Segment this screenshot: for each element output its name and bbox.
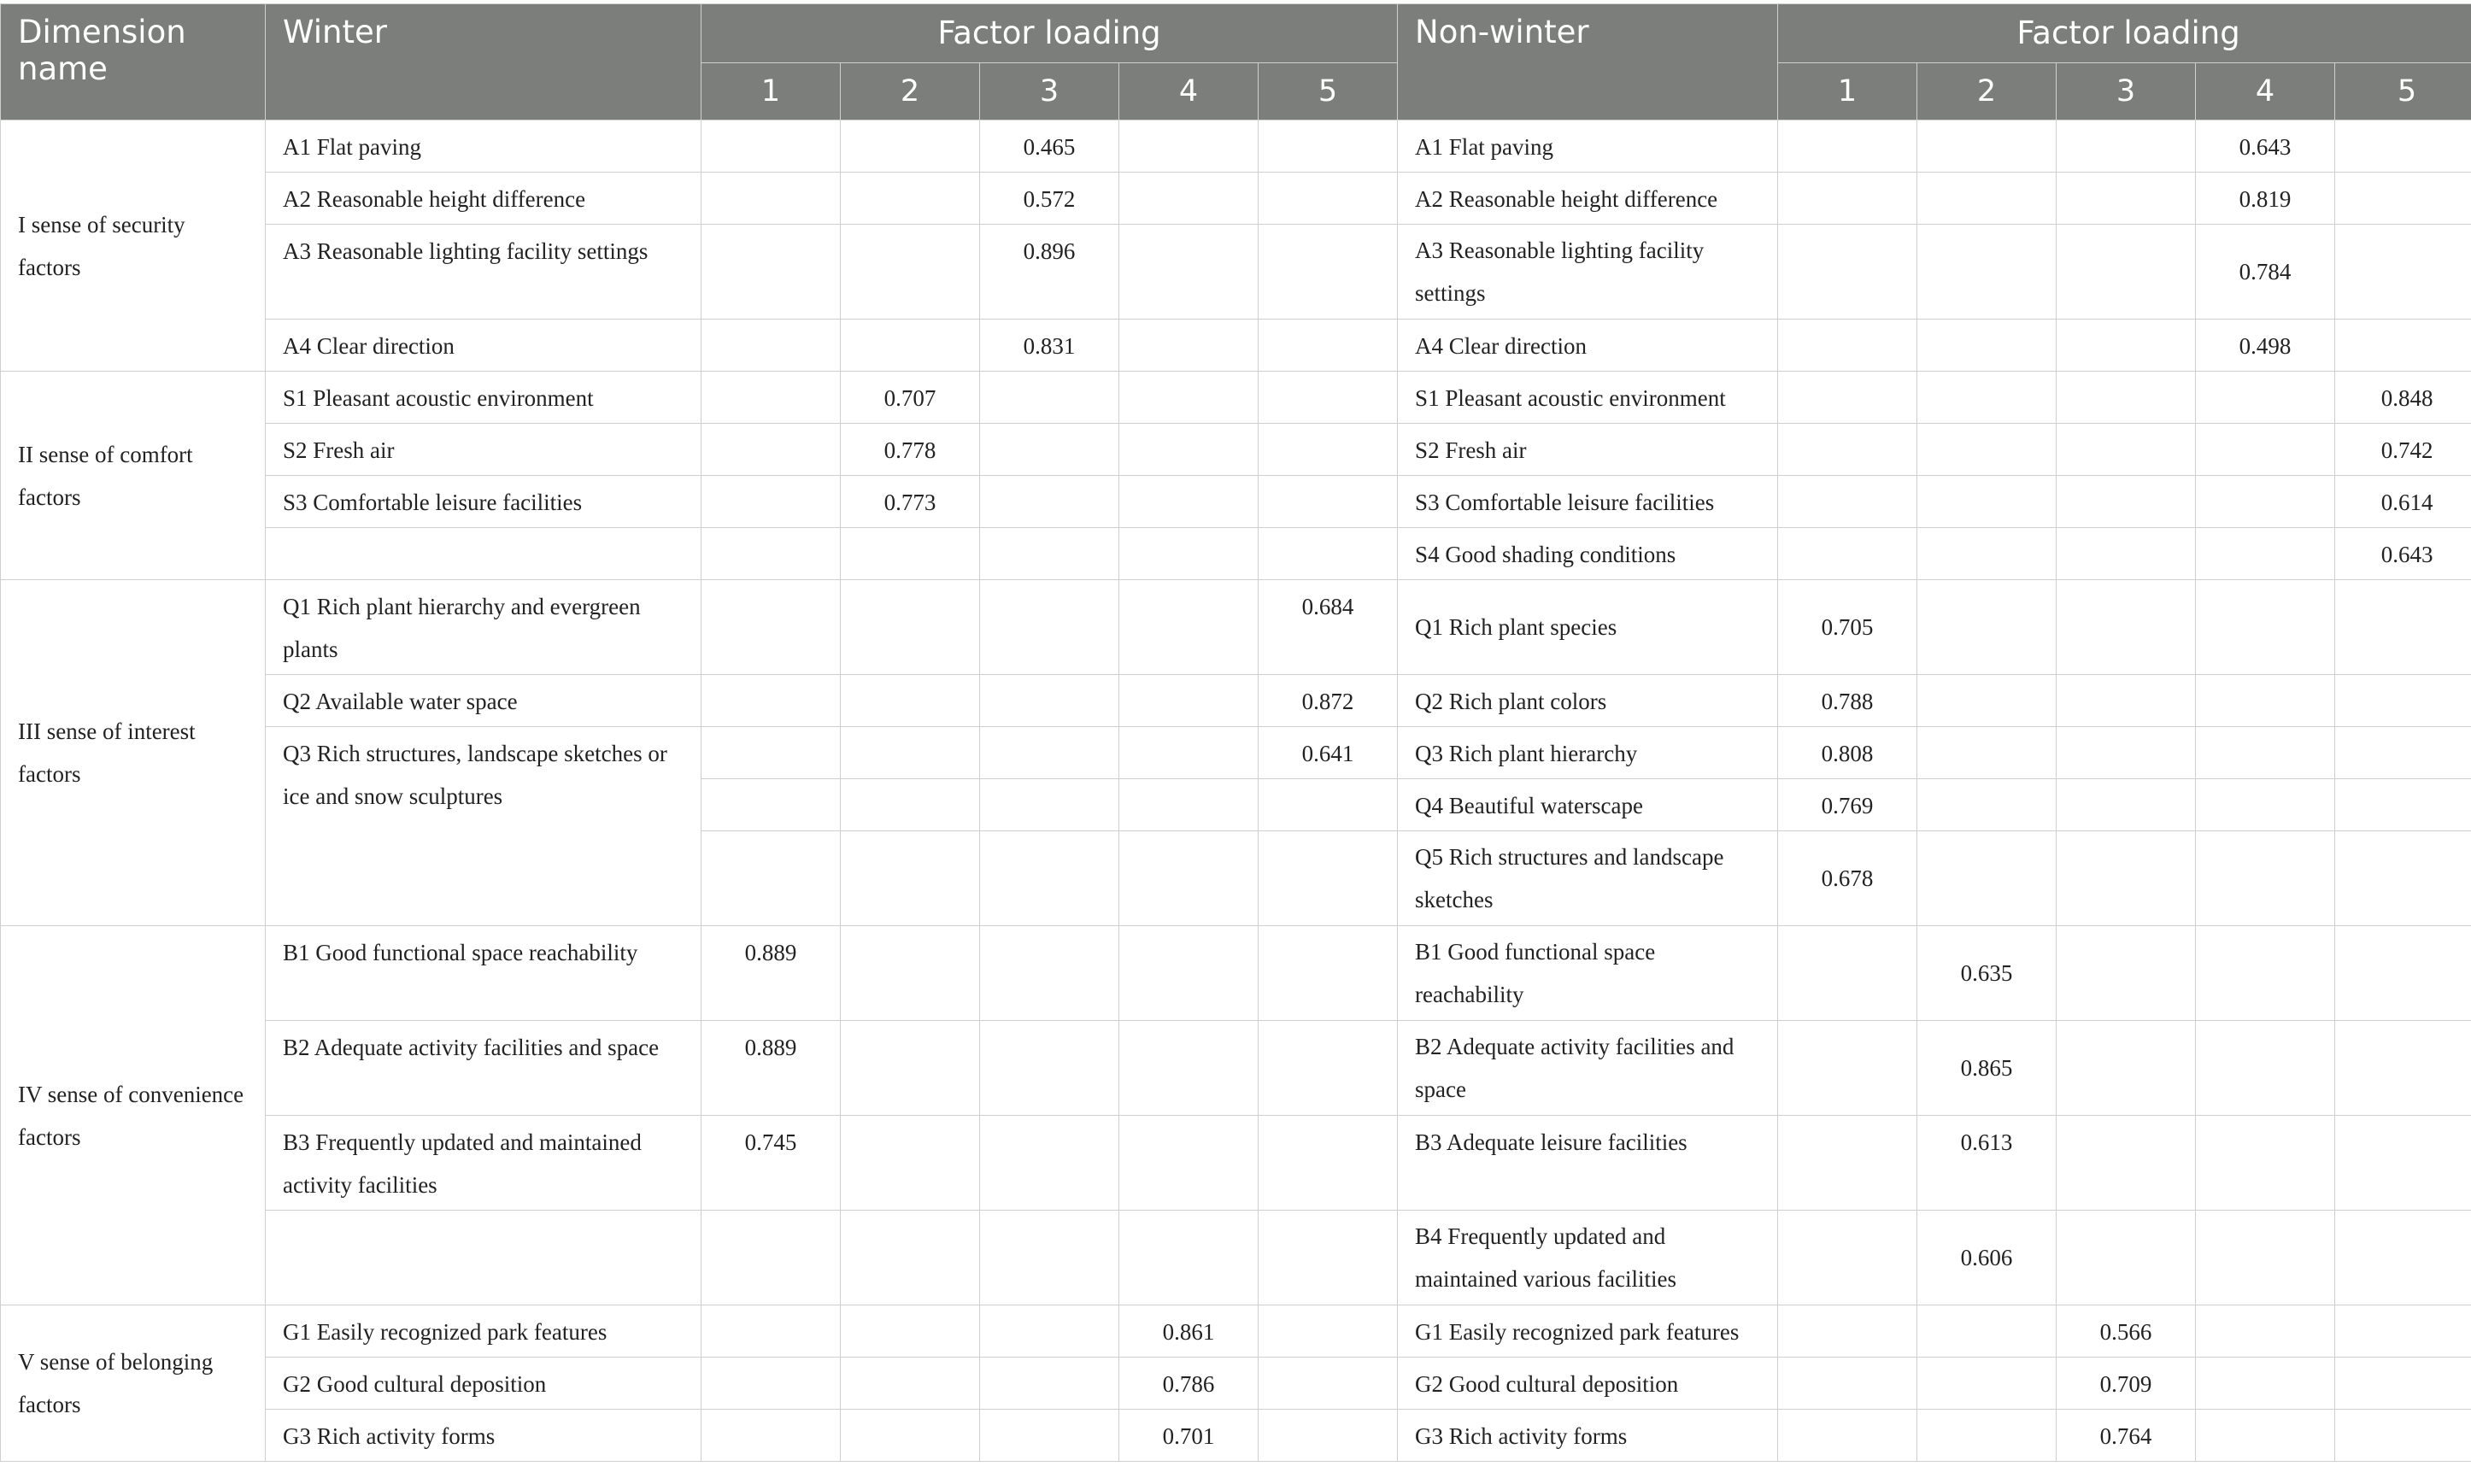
- non-winter-item-cell: S4 Good shading conditions: [1398, 528, 1778, 580]
- non-winter-loading-cell: 0.764: [2057, 1410, 2196, 1462]
- table-row: [1, 1358, 2471, 1410]
- dimension-name-cell: II sense of comfort factors: [1, 372, 266, 580]
- winter-loading-cell: [1259, 1211, 1398, 1305]
- table-row: [1, 476, 2471, 528]
- winter-item-cell: B2 Adequate activity facilities and space: [266, 1021, 701, 1116]
- winter-loading-cell: [1119, 727, 1259, 779]
- non-winter-loading-cell: [2057, 1116, 2196, 1211]
- non-winter-loading-cell: [2335, 1358, 2471, 1410]
- non-winter-loading-cell: 0.613: [1917, 1116, 2057, 1211]
- non-winter-loading-cell: [2057, 173, 2196, 225]
- winter-item-cell: [266, 528, 701, 580]
- winter-loading-cell: [841, 1358, 980, 1410]
- winter-item-cell: Q3 Rich structures, landscape sketches or ice and snow sculptures: [266, 727, 701, 926]
- table-row: [1, 1211, 2471, 1305]
- non-winter-factor-1-header: 1: [1778, 63, 1917, 120]
- winter-loading-cell: [980, 528, 1119, 580]
- winter-loading-cell: 0.896: [980, 225, 1119, 320]
- winter-loading-cell: [1259, 1021, 1398, 1116]
- non-winter-loading-cell: [2057, 1211, 2196, 1305]
- table-row: [1, 1410, 2471, 1462]
- non-winter-loading-cell: [2196, 1358, 2335, 1410]
- non-winter-loading-cell: [2196, 675, 2335, 727]
- non-winter-loading-cell: [2057, 675, 2196, 727]
- non-winter-loading-cell: 0.709: [2057, 1358, 2196, 1410]
- winter-loading-cell: [1259, 476, 1398, 528]
- non-winter-loading-cell: [2335, 1211, 2471, 1305]
- winter-loading-cell: [980, 580, 1119, 675]
- non-winter-loading-cell: [2335, 225, 2471, 320]
- non-winter-loading-cell: [2196, 1410, 2335, 1462]
- table-row: [1, 424, 2471, 476]
- winter-loading-cell: [1259, 173, 1398, 225]
- winter-loading-cell: [841, 1410, 980, 1462]
- non-winter-loading-cell: [1917, 580, 2057, 675]
- winter-loading-cell: [980, 926, 1119, 1021]
- non-winter-loading-cell: [2335, 173, 2471, 225]
- winter-loading-cell: [701, 225, 841, 320]
- winter-loading-cell: [841, 1211, 980, 1305]
- winter-loading-cell: [701, 528, 841, 580]
- winter-item-cell: Q2 Available water space: [266, 675, 701, 727]
- non-winter-loading-cell: [2196, 580, 2335, 675]
- winter-item-cell: Q1 Rich plant hierarchy and evergreen plants: [266, 580, 701, 675]
- non-winter-loading-cell: [1778, 320, 1917, 372]
- non-winter-loading-cell: [2196, 476, 2335, 528]
- table-row: [1, 372, 2471, 424]
- table-body: [1, 120, 2471, 1462]
- non-winter-factor-5-header: 5: [2335, 63, 2471, 120]
- winter-loading-cell: [980, 727, 1119, 779]
- winter-loading-cell: [701, 320, 841, 372]
- winter-loading-cell: [980, 831, 1119, 926]
- dimension-name-cell: IV sense of convenience factors: [1, 926, 266, 1305]
- non-winter-loading-cell: [2196, 727, 2335, 779]
- winter-loading-cell: 0.861: [1119, 1305, 1259, 1358]
- winter-loading-cell: 0.745: [701, 1116, 841, 1211]
- winter-loading-cell: 0.465: [980, 120, 1119, 173]
- table-header: [1, 4, 2471, 120]
- winter-loading-cell: [1119, 372, 1259, 424]
- table-row: [1, 727, 2471, 779]
- non-winter-loading-cell: [2057, 528, 2196, 580]
- non-winter-loading-cell: [2196, 372, 2335, 424]
- table-row: [1, 120, 2471, 173]
- winter-loading-cell: [1259, 1358, 1398, 1410]
- non-winter-loading-cell: [2335, 779, 2471, 831]
- non-winter-item-cell: A2 Reasonable height difference: [1398, 173, 1778, 225]
- table-row: [1, 173, 2471, 225]
- winter-loading-cell: [841, 926, 980, 1021]
- non-winter-loading-cell: 0.848: [2335, 372, 2471, 424]
- non-winter-loading-cell: [2057, 1021, 2196, 1116]
- winter-item-cell: G1 Easily recognized park features: [266, 1305, 701, 1358]
- winter-header: Winter: [266, 4, 701, 120]
- winter-loading-cell: [1119, 1021, 1259, 1116]
- non-winter-loading-cell: [2196, 1305, 2335, 1358]
- non-winter-loading-cell: [1917, 320, 2057, 372]
- non-winter-loading-cell: [2335, 1410, 2471, 1462]
- non-winter-loading-cell: [1778, 173, 1917, 225]
- non-winter-loading-cell: [2057, 476, 2196, 528]
- non-winter-loading-cell: [1778, 120, 1917, 173]
- winter-loading-cell: 0.701: [1119, 1410, 1259, 1462]
- winter-loading-cell: [1119, 926, 1259, 1021]
- winter-loading-cell: [1119, 476, 1259, 528]
- non-winter-loading-cell: [2057, 225, 2196, 320]
- non-winter-loading-cell: 0.566: [2057, 1305, 2196, 1358]
- non-winter-loading-cell: [1917, 1410, 2057, 1462]
- winter-loading-cell: 0.786: [1119, 1358, 1259, 1410]
- table-row: [1, 1021, 2471, 1116]
- non-winter-factor-3-header: 3: [2057, 63, 2196, 120]
- winter-loading-cell: [980, 1116, 1119, 1211]
- winter-loading-cell: [1119, 225, 1259, 320]
- winter-loading-cell: [1119, 580, 1259, 675]
- winter-loading-cell: 0.872: [1259, 675, 1398, 727]
- winter-loading-cell: [701, 1211, 841, 1305]
- winter-loading-cell: [701, 476, 841, 528]
- factor-loading-table: [0, 3, 2471, 1462]
- non-winter-loading-cell: [1917, 476, 2057, 528]
- winter-loading-cell: [701, 120, 841, 173]
- winter-item-cell: G3 Rich activity forms: [266, 1410, 701, 1462]
- winter-loading-cell: 0.773: [841, 476, 980, 528]
- non-winter-loading-cell: 0.865: [1917, 1021, 2057, 1116]
- non-winter-loading-cell: 0.643: [2196, 120, 2335, 173]
- winter-loading-cell: [980, 424, 1119, 476]
- winter-loading-cell: [1259, 225, 1398, 320]
- winter-loading-cell: [1119, 120, 1259, 173]
- non-winter-loading-cell: [1778, 1358, 1917, 1410]
- winter-factor-2-header: 2: [841, 63, 980, 120]
- winter-loading-cell: [1119, 831, 1259, 926]
- non-winter-loading-cell: [1778, 528, 1917, 580]
- winter-loading-cell: [1259, 1410, 1398, 1462]
- table-row: [1, 320, 2471, 372]
- non-winter-loading-cell: [1917, 120, 2057, 173]
- non-winter-loading-cell: [1917, 528, 2057, 580]
- winter-loading-cell: [1119, 424, 1259, 476]
- winter-item-cell: S1 Pleasant acoustic environment: [266, 372, 701, 424]
- winter-loading-cell: [1119, 1116, 1259, 1211]
- winter-loading-cell: [841, 779, 980, 831]
- non-winter-item-cell: A3 Reasonable lighting facility settings: [1398, 225, 1778, 320]
- winter-loading-cell: [841, 831, 980, 926]
- non-winter-loading-cell: [2196, 424, 2335, 476]
- winter-loading-cell: [701, 675, 841, 727]
- non-winter-loading-cell: [2196, 831, 2335, 926]
- non-winter-item-cell: B4 Frequently updated and maintained various facilities: [1398, 1211, 1778, 1305]
- non-winter-loading-cell: [2196, 1116, 2335, 1211]
- winter-loading-cell: [1259, 1305, 1398, 1358]
- winter-loading-cell: [1259, 120, 1398, 173]
- non-winter-loading-cell: 0.705: [1778, 580, 1917, 675]
- non-winter-loading-cell: [1778, 1116, 1917, 1211]
- winter-loading-cell: [980, 1358, 1119, 1410]
- winter-loading-cell: [980, 1305, 1119, 1358]
- winter-loading-cell: [1119, 1211, 1259, 1305]
- winter-loading-cell: [701, 372, 841, 424]
- non-winter-item-cell: S3 Comfortable leisure facilities: [1398, 476, 1778, 528]
- winter-item-cell: A1 Flat paving: [266, 120, 701, 173]
- non-winter-loading-cell: 0.606: [1917, 1211, 2057, 1305]
- winter-loading-cell: [841, 320, 980, 372]
- winter-loading-cell: 0.778: [841, 424, 980, 476]
- winter-loading-cell: [701, 1305, 841, 1358]
- non-winter-item-cell: Q5 Rich structures and landscape sketches: [1398, 831, 1778, 926]
- winter-item-cell: A2 Reasonable height difference: [266, 173, 701, 225]
- dimension-name-cell: V sense of belonging factors: [1, 1305, 266, 1462]
- winter-factor-1-header: 1: [701, 63, 841, 120]
- winter-loading-cell: [980, 675, 1119, 727]
- winter-loading-cell: [1259, 779, 1398, 831]
- non-winter-loading-cell: [1778, 424, 1917, 476]
- non-winter-loading-cell: [1917, 1358, 2057, 1410]
- table-row: [1, 528, 2471, 580]
- non-winter-factor-4-header: 4: [2196, 63, 2335, 120]
- non-winter-loading-cell: [2335, 1116, 2471, 1211]
- winter-loading-cell: [701, 779, 841, 831]
- winter-loading-cell: [841, 580, 980, 675]
- non-winter-item-cell: Q3 Rich plant hierarchy: [1398, 727, 1778, 779]
- non-winter-loading-cell: [1917, 173, 2057, 225]
- winter-loading-cell: [701, 1358, 841, 1410]
- winter-loading-cell: [841, 675, 980, 727]
- winter-loading-cell: [841, 1305, 980, 1358]
- non-winter-item-cell: B1 Good functional space reachability: [1398, 926, 1778, 1021]
- non-winter-loading-cell: [2196, 1021, 2335, 1116]
- winter-loading-cell: [841, 120, 980, 173]
- non-winter-loading-cell: 0.819: [2196, 173, 2335, 225]
- winter-loading-cell: [701, 580, 841, 675]
- table-row: [1, 1305, 2471, 1358]
- non-winter-loading-cell: [1917, 1305, 2057, 1358]
- winter-loading-cell: [1119, 320, 1259, 372]
- winter-loading-cell: [701, 173, 841, 225]
- winter-factor-4-header: 4: [1119, 63, 1259, 120]
- winter-loading-cell: [980, 1211, 1119, 1305]
- winter-loading-cell: 0.707: [841, 372, 980, 424]
- winter-loading-cell: [1259, 926, 1398, 1021]
- winter-loading-cell: [1119, 528, 1259, 580]
- winter-loading-cell: [701, 727, 841, 779]
- non-winter-item-cell: B3 Adequate leisure facilities: [1398, 1116, 1778, 1211]
- winter-loading-cell: [1259, 831, 1398, 926]
- winter-item-cell: B1 Good functional space reachability: [266, 926, 701, 1021]
- winter-factor-loading-header: Factor loading: [701, 4, 1398, 63]
- winter-loading-cell: 0.831: [980, 320, 1119, 372]
- dimension-name-cell: III sense of interest factors: [1, 580, 266, 926]
- winter-loading-cell: [980, 779, 1119, 831]
- non-winter-loading-cell: [2196, 1211, 2335, 1305]
- non-winter-loading-cell: [1778, 1305, 1917, 1358]
- non-winter-loading-cell: [2335, 675, 2471, 727]
- winter-factor-3-header: 3: [980, 63, 1119, 120]
- non-winter-loading-cell: [2057, 372, 2196, 424]
- table-row: [1, 580, 2471, 675]
- winter-loading-cell: [1259, 528, 1398, 580]
- non-winter-loading-cell: [2057, 831, 2196, 926]
- winter-loading-cell: [1119, 173, 1259, 225]
- non-winter-loading-cell: 0.643: [2335, 528, 2471, 580]
- non-winter-factor-2-header: 2: [1917, 63, 2057, 120]
- non-winter-loading-cell: 0.808: [1778, 727, 1917, 779]
- non-winter-loading-cell: [2335, 1021, 2471, 1116]
- non-winter-loading-cell: [2335, 1305, 2471, 1358]
- winter-loading-cell: [701, 831, 841, 926]
- non-winter-loading-cell: [2335, 320, 2471, 372]
- winter-loading-cell: [980, 1021, 1119, 1116]
- winter-loading-cell: [841, 225, 980, 320]
- winter-item-cell: S2 Fresh air: [266, 424, 701, 476]
- non-winter-loading-cell: 0.742: [2335, 424, 2471, 476]
- winter-loading-cell: [841, 1021, 980, 1116]
- winter-loading-cell: [841, 727, 980, 779]
- winter-loading-cell: 0.684: [1259, 580, 1398, 675]
- winter-loading-cell: [1259, 372, 1398, 424]
- winter-loading-cell: [980, 476, 1119, 528]
- non-winter-loading-cell: [2335, 831, 2471, 926]
- non-winter-loading-cell: [1917, 675, 2057, 727]
- non-winter-item-cell: Q4 Beautiful waterscape: [1398, 779, 1778, 831]
- winter-loading-cell: [841, 528, 980, 580]
- non-winter-item-cell: S2 Fresh air: [1398, 424, 1778, 476]
- winter-factor-5-header: 5: [1259, 63, 1398, 120]
- non-winter-loading-cell: [2335, 926, 2471, 1021]
- non-winter-item-cell: Q1 Rich plant species: [1398, 580, 1778, 675]
- winter-loading-cell: [841, 1116, 980, 1211]
- winter-item-cell: [266, 1211, 701, 1305]
- winter-loading-cell: 0.641: [1259, 727, 1398, 779]
- non-winter-item-cell: G2 Good cultural deposition: [1398, 1358, 1778, 1410]
- non-winter-loading-cell: [2057, 120, 2196, 173]
- non-winter-loading-cell: [2057, 320, 2196, 372]
- non-winter-item-cell: Q2 Rich plant colors: [1398, 675, 1778, 727]
- winter-item-cell: A3 Reasonable lighting facility settings: [266, 225, 701, 320]
- non-winter-loading-cell: 0.635: [1917, 926, 2057, 1021]
- winter-item-cell: B3 Frequently updated and maintained activity facilities: [266, 1116, 701, 1211]
- non-winter-loading-cell: [2335, 580, 2471, 675]
- non-winter-loading-cell: [1917, 831, 2057, 926]
- dimension-name-header: Dimension name: [1, 4, 266, 120]
- winter-loading-cell: [1119, 675, 1259, 727]
- non-winter-loading-cell: [2335, 727, 2471, 779]
- winter-loading-cell: [980, 1410, 1119, 1462]
- non-winter-item-cell: G3 Rich activity forms: [1398, 1410, 1778, 1462]
- non-winter-loading-cell: [2335, 120, 2471, 173]
- table-row: [1, 675, 2471, 727]
- table-row: [1, 926, 2471, 1021]
- winter-item-cell: A4 Clear direction: [266, 320, 701, 372]
- winter-loading-cell: [980, 372, 1119, 424]
- table-row: [1, 225, 2471, 320]
- non-winter-loading-cell: 0.498: [2196, 320, 2335, 372]
- non-winter-loading-cell: [1778, 1211, 1917, 1305]
- non-winter-loading-cell: [1917, 727, 2057, 779]
- non-winter-loading-cell: [2196, 779, 2335, 831]
- non-winter-loading-cell: [1917, 225, 2057, 320]
- non-winter-loading-cell: [2057, 424, 2196, 476]
- non-winter-loading-cell: [2057, 779, 2196, 831]
- non-winter-loading-cell: [1778, 225, 1917, 320]
- non-winter-item-cell: A4 Clear direction: [1398, 320, 1778, 372]
- winter-item-cell: S3 Comfortable leisure facilities: [266, 476, 701, 528]
- winter-item-cell: G2 Good cultural deposition: [266, 1358, 701, 1410]
- non-winter-loading-cell: [2196, 926, 2335, 1021]
- dimension-name-cell: I sense of security factors: [1, 120, 266, 372]
- non-winter-loading-cell: 0.678: [1778, 831, 1917, 926]
- non-winter-loading-cell: [2057, 926, 2196, 1021]
- non-winter-loading-cell: [2196, 528, 2335, 580]
- non-winter-loading-cell: [1778, 1021, 1917, 1116]
- non-winter-loading-cell: [1917, 424, 2057, 476]
- non-winter-loading-cell: 0.788: [1778, 675, 1917, 727]
- non-winter-item-cell: G1 Easily recognized park features: [1398, 1305, 1778, 1358]
- non-winter-item-cell: A1 Flat paving: [1398, 120, 1778, 173]
- non-winter-loading-cell: [2057, 580, 2196, 675]
- winter-loading-cell: [1259, 320, 1398, 372]
- non-winter-loading-cell: 0.614: [2335, 476, 2471, 528]
- table-row: [1, 1116, 2471, 1211]
- winter-loading-cell: 0.889: [701, 1021, 841, 1116]
- winter-loading-cell: [701, 424, 841, 476]
- winter-loading-cell: [1119, 779, 1259, 831]
- non-winter-loading-cell: [1778, 1410, 1917, 1462]
- non-winter-loading-cell: [1778, 372, 1917, 424]
- winter-loading-cell: [1259, 424, 1398, 476]
- non-winter-loading-cell: [1917, 779, 2057, 831]
- non-winter-loading-cell: [2057, 727, 2196, 779]
- non-winter-loading-cell: 0.769: [1778, 779, 1917, 831]
- winter-loading-cell: [701, 1410, 841, 1462]
- winter-loading-cell: 0.572: [980, 173, 1119, 225]
- non-winter-loading-cell: 0.784: [2196, 225, 2335, 320]
- non-winter-loading-cell: [1917, 372, 2057, 424]
- non-winter-header: Non-winter: [1398, 4, 1778, 120]
- winter-loading-cell: 0.889: [701, 926, 841, 1021]
- non-winter-loading-cell: [1778, 926, 1917, 1021]
- non-winter-item-cell: S1 Pleasant acoustic environment: [1398, 372, 1778, 424]
- non-winter-loading-cell: [1778, 476, 1917, 528]
- non-winter-factor-loading-header: Factor loading: [1778, 4, 2471, 63]
- winter-loading-cell: [1259, 1116, 1398, 1211]
- non-winter-item-cell: B2 Adequate activity facilities and space: [1398, 1021, 1778, 1116]
- winter-loading-cell: [841, 173, 980, 225]
